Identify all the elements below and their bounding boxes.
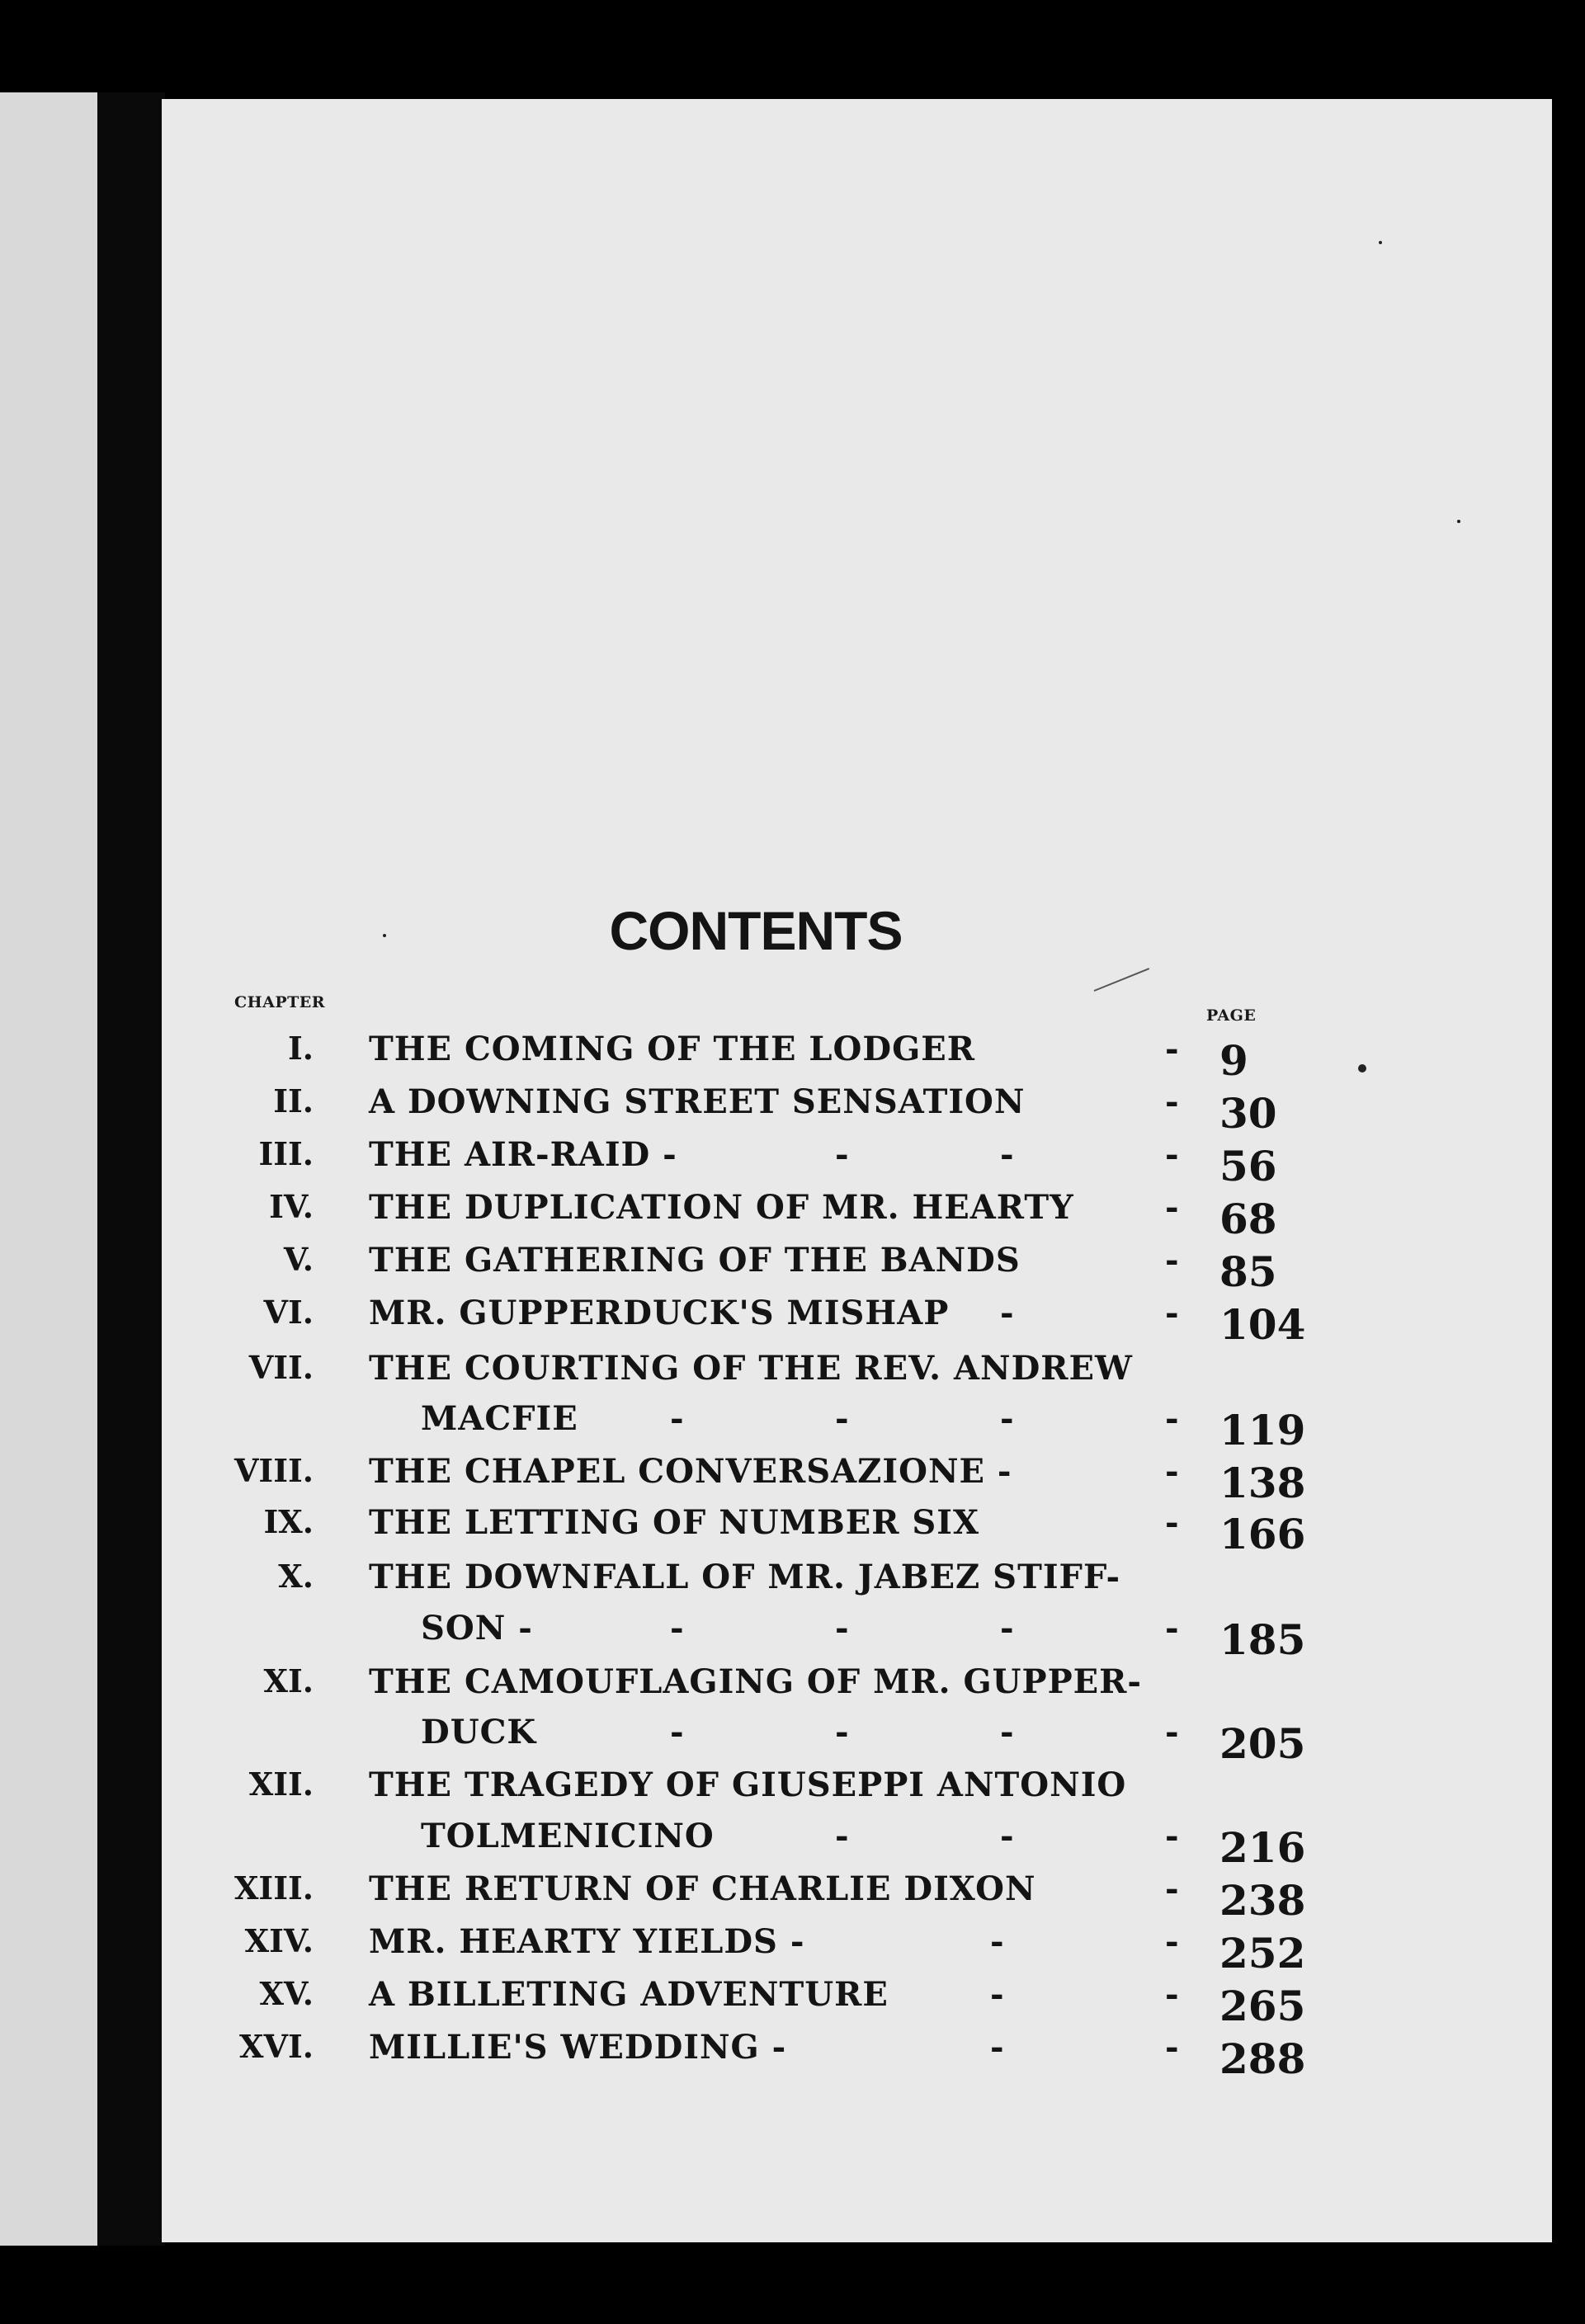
chapter-numeral: XV. <box>259 1975 314 2012</box>
page-number: 252 <box>1219 1929 1306 1978</box>
chapter-title: THE LETTING OF NUMBER SIX <box>369 1503 980 1542</box>
page-number: 68 <box>1219 1195 1277 1243</box>
leader-dash: - <box>1165 1922 1179 1961</box>
toc-entry <box>0 1503 1585 1558</box>
chapter-numeral: IV. <box>269 1188 314 1225</box>
leader-dash: - <box>670 1609 684 1648</box>
leader-dash: - <box>1165 1817 1179 1855</box>
toc-entry-continuation <box>0 1609 1585 1664</box>
page-number: 104 <box>1219 1300 1306 1349</box>
leader-dash: - <box>1165 1452 1179 1491</box>
leader-dash: - <box>1165 1135 1179 1174</box>
page-number: 238 <box>1219 1876 1306 1925</box>
leader-dash: - <box>1000 1609 1014 1648</box>
chapter-title: MILLIE'S WEDDING - <box>369 2028 787 2067</box>
leader-dash: - <box>1165 1713 1179 1751</box>
scratch-mark <box>1094 968 1150 992</box>
leader-dash: - <box>1000 1294 1014 1332</box>
leader-dash: - <box>1165 1082 1179 1121</box>
toc-entry-continuation <box>0 1399 1585 1454</box>
toc-entry-continuation <box>0 1817 1585 1872</box>
chapter-numeral: II. <box>273 1082 314 1120</box>
ink-speck <box>383 934 386 937</box>
page-number: 138 <box>1219 1459 1306 1507</box>
leader-dash: - <box>990 1922 1004 1961</box>
page-number: 265 <box>1219 1982 1306 2030</box>
chapter-column-label: CHAPTER <box>234 993 326 1011</box>
chapter-numeral: XIV. <box>244 1922 314 1959</box>
leader-dash: - <box>1165 1503 1179 1542</box>
chapter-title-continued: DUCK <box>421 1713 537 1751</box>
page-number: 166 <box>1219 1510 1306 1558</box>
leader-dash: - <box>835 1135 849 1174</box>
toc-entry <box>0 1975 1585 2030</box>
page-number: 216 <box>1219 1823 1306 1872</box>
chapter-numeral: XIII. <box>234 1869 314 1907</box>
chapter-title: A BILLETING ADVENTURE <box>369 1975 889 2014</box>
toc-entry <box>0 1452 1585 1507</box>
leader-dash: - <box>1165 1975 1179 2014</box>
chapter-numeral: IX. <box>263 1503 314 1540</box>
chapter-title: A DOWNING STREET SENSATION <box>369 1082 1026 1121</box>
page-number: 30 <box>1219 1089 1277 1138</box>
ink-speck <box>1457 520 1460 523</box>
toc-entry <box>0 1349 1585 1398</box>
leader-dash: - <box>1165 2028 1179 2067</box>
ink-speck <box>1379 241 1382 244</box>
leader-dash: - <box>1000 1399 1014 1438</box>
toc-entry <box>0 1135 1585 1190</box>
chapter-title: THE TRAGEDY OF GIUSEPPI ANTONIO <box>369 1765 1127 1804</box>
chapter-numeral: XVI. <box>239 2028 314 2065</box>
leader-dash: - <box>835 1817 849 1855</box>
leader-dash: - <box>1165 1399 1179 1438</box>
contents-heading: CONTENTS <box>609 900 903 961</box>
page-number: 288 <box>1219 2034 1306 2083</box>
toc-entry <box>0 1294 1585 1349</box>
leader-dash: - <box>990 1975 1004 2014</box>
leader-dash: - <box>1165 1241 1179 1280</box>
chapter-title: THE DOWNFALL OF MR. JABEZ STIFF- <box>369 1558 1121 1596</box>
chapter-title: MR. GUPPERDUCK'S MISHAP <box>369 1294 950 1332</box>
chapter-numeral: III. <box>258 1135 314 1172</box>
page-number: 185 <box>1219 1615 1306 1664</box>
leader-dash: - <box>1165 1609 1179 1648</box>
toc-entry <box>0 1082 1585 1138</box>
toc-entry <box>0 1869 1585 1925</box>
chapter-title: THE COURTING OF THE REV. ANDREW <box>369 1349 1133 1388</box>
page-number: 56 <box>1219 1142 1277 1190</box>
chapter-title: THE CHAPEL CONVERSAZIONE - <box>369 1452 1012 1491</box>
leader-dash: - <box>835 1713 849 1751</box>
toc-entry <box>0 1558 1585 1607</box>
chapter-numeral: I. <box>287 1030 314 1067</box>
leader-dash: - <box>1000 1713 1014 1751</box>
chapter-title: THE GATHERING OF THE BANDS <box>369 1241 1021 1280</box>
page-number: 119 <box>1219 1406 1306 1454</box>
chapter-title-continued: MACFIE <box>421 1399 578 1438</box>
toc-entry <box>0 1765 1585 1815</box>
page-number: 9 <box>1219 1036 1248 1085</box>
toc-entry <box>0 1188 1585 1243</box>
chapter-title: THE CAMOUFLAGING OF MR. GUPPER- <box>369 1662 1142 1701</box>
leader-dash: - <box>1165 1869 1179 1908</box>
leader-dash: - <box>1165 1188 1179 1227</box>
toc-entry <box>0 2028 1585 2083</box>
toc-entry <box>0 1030 1585 1085</box>
chapter-title-continued: SON - <box>421 1609 533 1648</box>
leader-dash: - <box>835 1399 849 1438</box>
leader-dash: - <box>990 2028 1004 2067</box>
chapter-title: THE COMING OF THE LODGER <box>369 1030 975 1068</box>
chapter-title: THE DUPLICATION OF MR. HEARTY <box>369 1188 1074 1227</box>
toc-entry <box>0 1662 1585 1712</box>
page-column-label: PAGE <box>1206 1006 1257 1025</box>
page-number: 85 <box>1219 1247 1277 1296</box>
chapter-numeral: VII. <box>248 1349 314 1386</box>
chapter-numeral: X. <box>278 1558 314 1595</box>
chapter-numeral: V. <box>283 1241 314 1278</box>
leader-dash: - <box>670 1713 684 1751</box>
chapter-title: MR. HEARTY YIELDS - <box>369 1922 805 1961</box>
chapter-numeral: VIII. <box>234 1452 314 1489</box>
chapter-title: THE RETURN OF CHARLIE DIXON <box>369 1869 1036 1908</box>
chapter-numeral: XI. <box>263 1662 314 1699</box>
leader-dash: - <box>1165 1030 1179 1068</box>
chapter-numeral: VI. <box>263 1294 314 1331</box>
leader-dash: - <box>1000 1817 1014 1855</box>
toc-entry-continuation <box>0 1713 1585 1768</box>
leader-dash: - <box>670 1399 684 1438</box>
leader-dash: - <box>1165 1294 1179 1332</box>
chapter-title-continued: TOLMENICINO <box>421 1817 715 1855</box>
leader-dash: - <box>1000 1135 1014 1174</box>
toc-entry <box>0 1922 1585 1978</box>
leader-dash: - <box>835 1609 849 1648</box>
toc-entry <box>0 1241 1585 1296</box>
chapter-title: THE AIR-RAID - <box>369 1135 677 1174</box>
chapter-numeral: XII. <box>248 1765 314 1803</box>
page-number: 205 <box>1219 1719 1306 1768</box>
